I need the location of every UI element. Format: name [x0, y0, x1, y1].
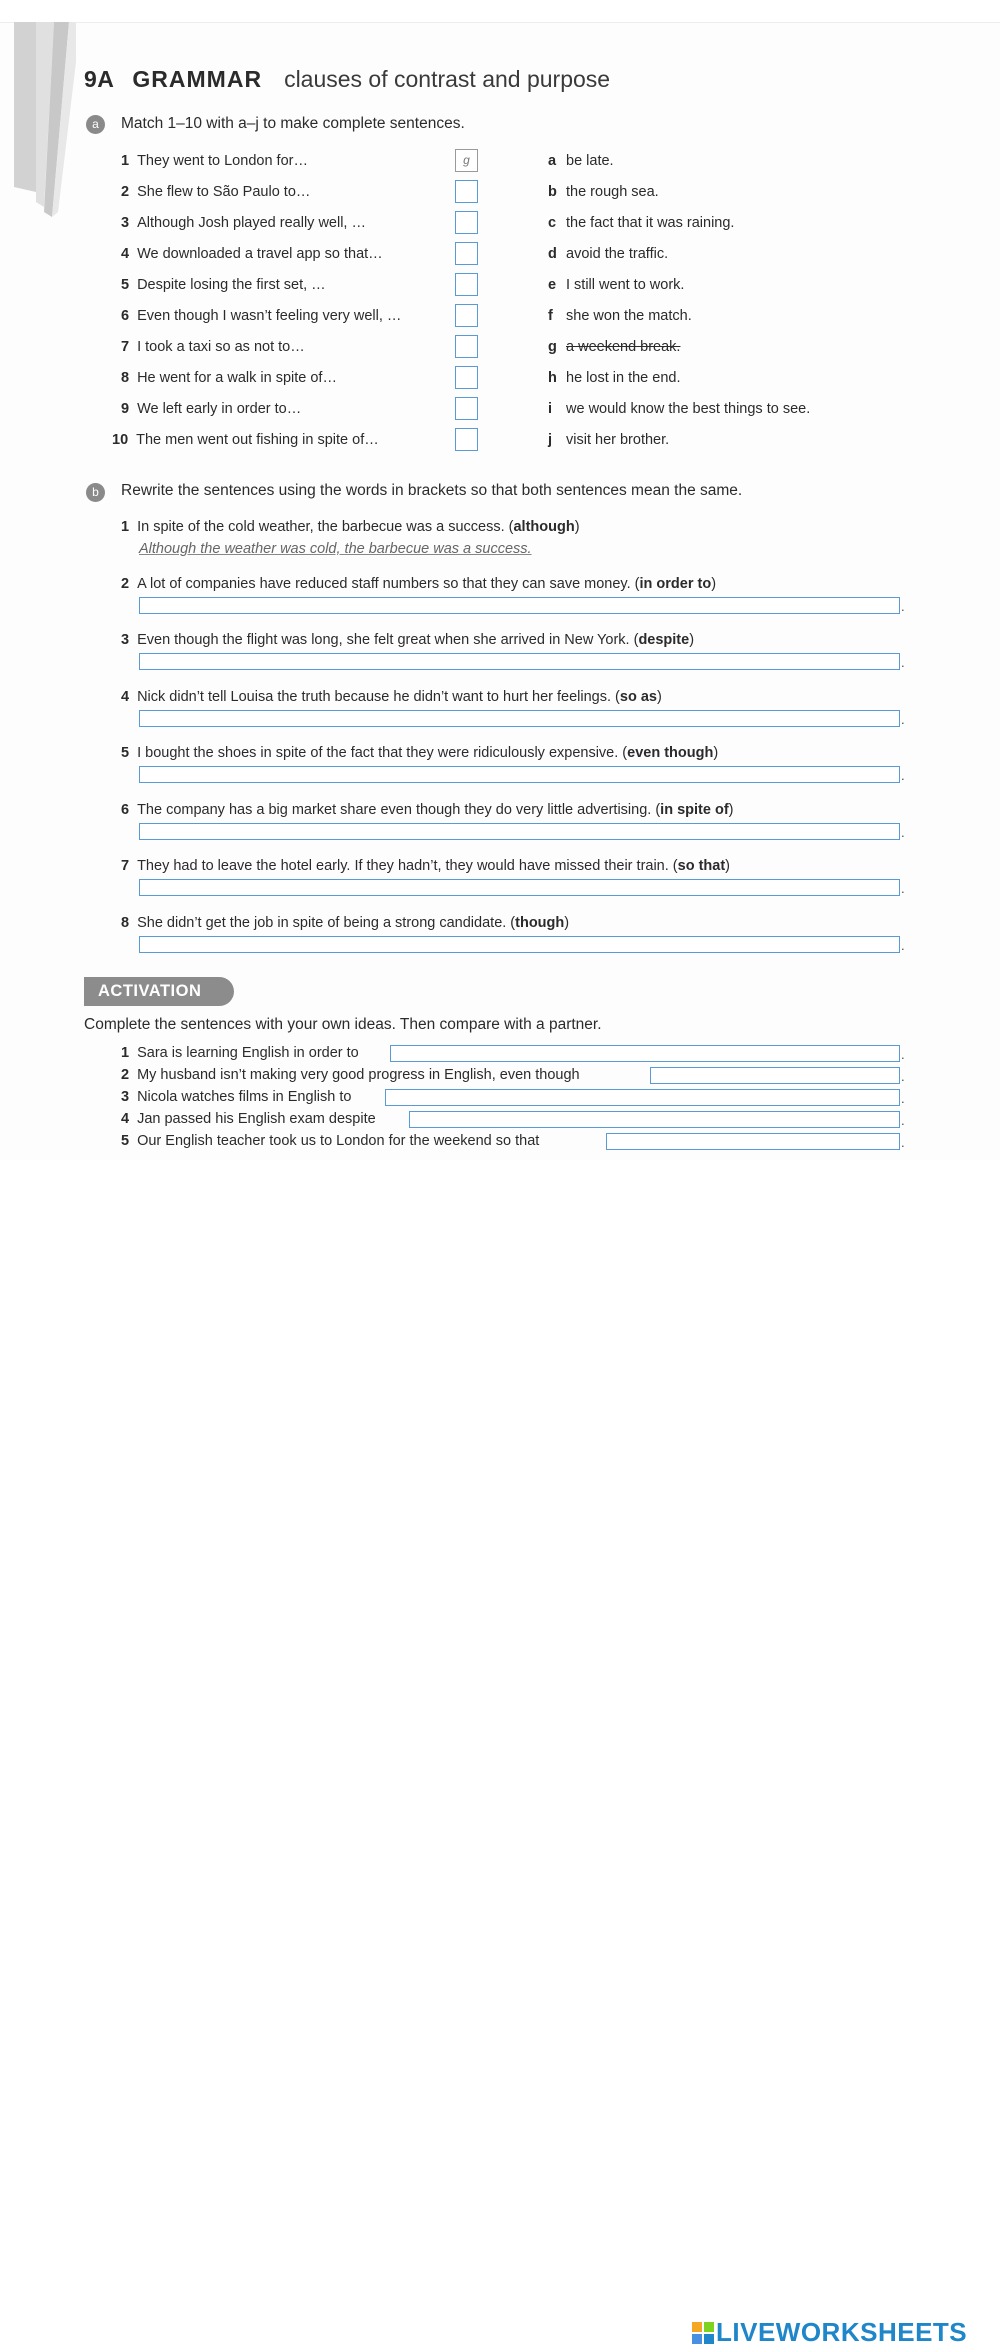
activation-item-text: Sara is learning English in order to: [137, 1045, 359, 1061]
rewrite-item: [121, 689, 662, 705]
match-item: [121, 339, 305, 355]
activation-item-number: 2: [121, 1067, 130, 1083]
rewrite-item-text: A lot of companies have reduced staff numbers so that they can save money. (: [137, 576, 640, 592]
match-option-text: he lost in the end.: [566, 370, 681, 386]
worksheet-page: [0, 0, 1000, 1160]
match-option: [548, 308, 692, 324]
match-answer-box[interactable]: [455, 273, 478, 296]
rewrite-item-number: 5: [121, 745, 130, 761]
rewrite-answer-field[interactable]: [139, 936, 900, 953]
match-option: [548, 215, 734, 231]
match-option-letter: b: [548, 184, 557, 200]
activation-period: .: [901, 1113, 905, 1128]
match-option-letter: d: [548, 246, 557, 262]
activation-item-number: 3: [121, 1089, 130, 1105]
rewrite-item: [121, 745, 718, 761]
rewrite-item-text: In spite of the cold weather, the barbecue was a success. (: [137, 519, 514, 535]
match-option: [548, 339, 680, 355]
activation-answer-field[interactable]: [650, 1067, 900, 1084]
title-code: 9A: [84, 66, 115, 92]
activation-instruction: Complete the sentences with your own ideas. Then compare with a partner.: [84, 1016, 602, 1033]
rewrite-item-text: Nick didn’t tell Louisa the truth because he didn’t want to hurt her feelings. (: [137, 689, 620, 705]
activation-item: [121, 1067, 580, 1083]
activation-period: .: [901, 1069, 905, 1084]
match-item-text: He went for a walk in spite of…: [137, 370, 337, 386]
match-option-letter: f: [548, 308, 553, 324]
match-item-text: The men went out fishing in spite of…: [136, 432, 379, 448]
match-option-text: be late.: [566, 153, 614, 169]
match-item-text: Even though I wasn’t feeling very well, …: [137, 308, 402, 324]
activation-item-number: 5: [121, 1133, 130, 1149]
activation-item-text: Our English teacher took us to London for the weekend so that: [137, 1133, 540, 1149]
match-option-text: a weekend break.: [566, 339, 681, 355]
match-item-text: Although Josh played really well, …: [137, 215, 366, 231]
match-item-number: 7: [121, 339, 130, 355]
rewrite-item-number: 4: [121, 689, 130, 705]
rewrite-close-bracket: ): [725, 858, 731, 874]
rewrite-period: .: [901, 712, 905, 727]
rewrite-item: [121, 802, 734, 818]
match-option-letter: h: [548, 370, 557, 386]
rewrite-close-bracket: ): [656, 689, 662, 705]
rewrite-keyword: though: [515, 915, 565, 931]
rewrite-answer-field[interactable]: [139, 879, 900, 896]
match-item: [121, 401, 301, 417]
rewrite-period: .: [901, 825, 905, 840]
liveworksheets-logo-icon: [692, 2322, 714, 2344]
rewrite-answer-field[interactable]: [139, 766, 900, 783]
rewrite-example-answer: Although the weather was cold, the barbecue was a success.: [139, 541, 532, 557]
match-option: [548, 153, 614, 169]
match-item-text: We left early in order to…: [137, 401, 302, 417]
rewrite-item-number: 3: [121, 632, 130, 648]
match-item-number: 8: [121, 370, 130, 386]
match-item: [121, 370, 337, 386]
activation-item: [121, 1111, 376, 1127]
rewrite-period: .: [901, 768, 905, 783]
rewrite-keyword: in order to: [639, 576, 712, 592]
rewrite-answer-field[interactable]: [139, 653, 900, 670]
rewrite-item-text: She didn’t get the job in spite of being a strong candidate. (: [137, 915, 516, 931]
match-item: [121, 215, 366, 231]
rewrite-item-text: The company has a big market share even though they do very little advertising. (: [137, 802, 661, 818]
rewrite-keyword: in spite of: [660, 802, 729, 818]
activation-item-text: Jan passed his English exam despite: [137, 1111, 376, 1127]
title-subtitle: clauses of contrast and purpose: [284, 66, 611, 92]
match-option: [548, 246, 668, 262]
match-item: [121, 184, 310, 200]
rewrite-keyword: even though: [627, 745, 714, 761]
activation-item-number: 4: [121, 1111, 130, 1127]
activation-period: .: [901, 1091, 905, 1106]
match-option: [548, 370, 680, 386]
match-item-text: She flew to São Paulo to…: [137, 184, 311, 200]
match-option-letter: c: [548, 215, 557, 231]
rewrite-item-number: 2: [121, 576, 130, 592]
match-option-text: she won the match.: [566, 308, 692, 324]
rewrite-period: .: [901, 938, 905, 953]
rewrite-item-number: 1: [121, 519, 130, 535]
top-border: [0, 0, 1000, 23]
section-a-instruction: Match 1–10 with a–j to make complete sentences.: [121, 115, 465, 132]
rewrite-item: [121, 576, 716, 592]
match-option-text: I still went to work.: [566, 277, 685, 293]
rewrite-answer-field[interactable]: [139, 823, 900, 840]
rewrite-item-number: 6: [121, 802, 130, 818]
rewrite-keyword: despite: [638, 632, 690, 648]
rewrite-keyword: although: [513, 519, 575, 535]
match-item-text: I took a taxi so as not to…: [137, 339, 305, 355]
match-option: [548, 432, 669, 448]
rewrite-item: [121, 519, 580, 535]
match-item-number: 1: [121, 153, 130, 169]
rewrite-item: [121, 632, 694, 648]
match-item: [121, 308, 401, 324]
activation-period: .: [901, 1135, 905, 1150]
footer: [0, 1160, 1000, 2347]
match-answer-box[interactable]: [455, 366, 478, 389]
rewrite-item-number: 8: [121, 915, 130, 931]
match-item-number: 9: [121, 401, 130, 417]
match-item: [112, 432, 379, 448]
rewrite-item: [121, 858, 730, 874]
match-answer-box[interactable]: [455, 242, 478, 265]
rewrite-keyword: so as: [619, 689, 657, 705]
rewrite-period: .: [901, 655, 905, 670]
match-option-text: avoid the traffic.: [566, 246, 669, 262]
liveworksheets-logo-text: LIVEWORKSHEETS: [716, 2317, 968, 2347]
activation-item: [121, 1045, 359, 1061]
match-option-text: visit her brother.: [566, 432, 670, 448]
match-option-text: the fact that it was raining.: [566, 215, 735, 231]
match-item: [121, 277, 326, 293]
rewrite-close-bracket: ): [574, 519, 580, 535]
title-word: GRAMMAR: [132, 66, 263, 92]
activation-item-number: 1: [121, 1045, 130, 1061]
match-item-text: They went to London for…: [137, 153, 308, 169]
match-option-letter: e: [548, 277, 557, 293]
match-answer-box[interactable]: [455, 180, 478, 203]
rewrite-item-number: 7: [121, 858, 130, 874]
match-option-letter: a: [548, 153, 557, 169]
page-title: [84, 66, 610, 93]
match-answer-box[interactable]: g: [455, 149, 478, 172]
rewrite-item-text: They had to leave the hotel early. If they hadn’t, they would have missed their train. (: [137, 858, 678, 874]
activation-answer-field[interactable]: [385, 1089, 900, 1106]
match-option-text: we would know the best things to see.: [566, 401, 811, 417]
rewrite-item-text: Even though the flight was long, she felt great when she arrived in New York. (: [137, 632, 639, 648]
decorative-rays-graphic: [14, 22, 76, 222]
rewrite-item: [121, 915, 569, 931]
rewrite-close-bracket: ): [689, 632, 695, 648]
rewrite-answer-field[interactable]: [139, 710, 900, 727]
rewrite-period: .: [901, 881, 905, 896]
match-answer-box[interactable]: [455, 211, 478, 234]
match-option: [548, 277, 684, 293]
rewrite-close-bracket: ): [564, 915, 570, 931]
match-option: [548, 184, 659, 200]
match-item-number: 5: [121, 277, 130, 293]
activation-answer-field[interactable]: [606, 1133, 900, 1150]
match-item-number: 2: [121, 184, 130, 200]
rewrite-item-text: I bought the shoes in spite of the fact that they were ridiculously expensive. (: [137, 745, 628, 761]
match-item-number: 6: [121, 308, 130, 324]
rewrite-close-bracket: ): [713, 745, 719, 761]
match-option-letter: j: [548, 432, 553, 448]
match-answer-box[interactable]: [455, 428, 478, 451]
rewrite-answer-field[interactable]: [139, 597, 900, 614]
match-option: [548, 401, 810, 417]
activation-item-text: Nicola watches films in English to: [137, 1089, 352, 1105]
activation-badge: ACTIVATION: [84, 977, 234, 1006]
match-option-letter: i: [548, 401, 553, 417]
match-item-number: 4: [121, 246, 130, 262]
match-answer-box[interactable]: [455, 304, 478, 327]
activation-item: [121, 1089, 351, 1105]
activation-period: .: [901, 1047, 905, 1062]
rewrite-period: .: [901, 599, 905, 614]
activation-answer-field[interactable]: [409, 1111, 900, 1128]
rewrite-keyword: so that: [677, 858, 726, 874]
match-item-number: 10: [112, 432, 129, 448]
match-item-text: Despite losing the first set, …: [137, 277, 326, 293]
section-b-badge: b: [86, 483, 105, 502]
match-item: [121, 246, 383, 262]
match-item: [121, 153, 308, 169]
activation-item-text: My husband isn’t making very good progress in English, even though: [137, 1067, 580, 1083]
activation-item: [121, 1133, 539, 1149]
section-a-badge: a: [86, 115, 105, 134]
match-option-letter: g: [548, 339, 557, 355]
match-item-number: 3: [121, 215, 130, 231]
section-b-instruction: Rewrite the sentences using the words in brackets so that both sentences mean the same.: [121, 482, 743, 499]
activation-answer-field[interactable]: [390, 1045, 900, 1062]
match-option-text: the rough sea.: [566, 184, 659, 200]
match-answer-box[interactable]: [455, 335, 478, 358]
rewrite-close-bracket: ): [728, 802, 734, 818]
rewrite-close-bracket: ): [711, 576, 717, 592]
match-answer-box[interactable]: [455, 397, 478, 420]
match-item-text: We downloaded a travel app so that…: [137, 246, 383, 262]
